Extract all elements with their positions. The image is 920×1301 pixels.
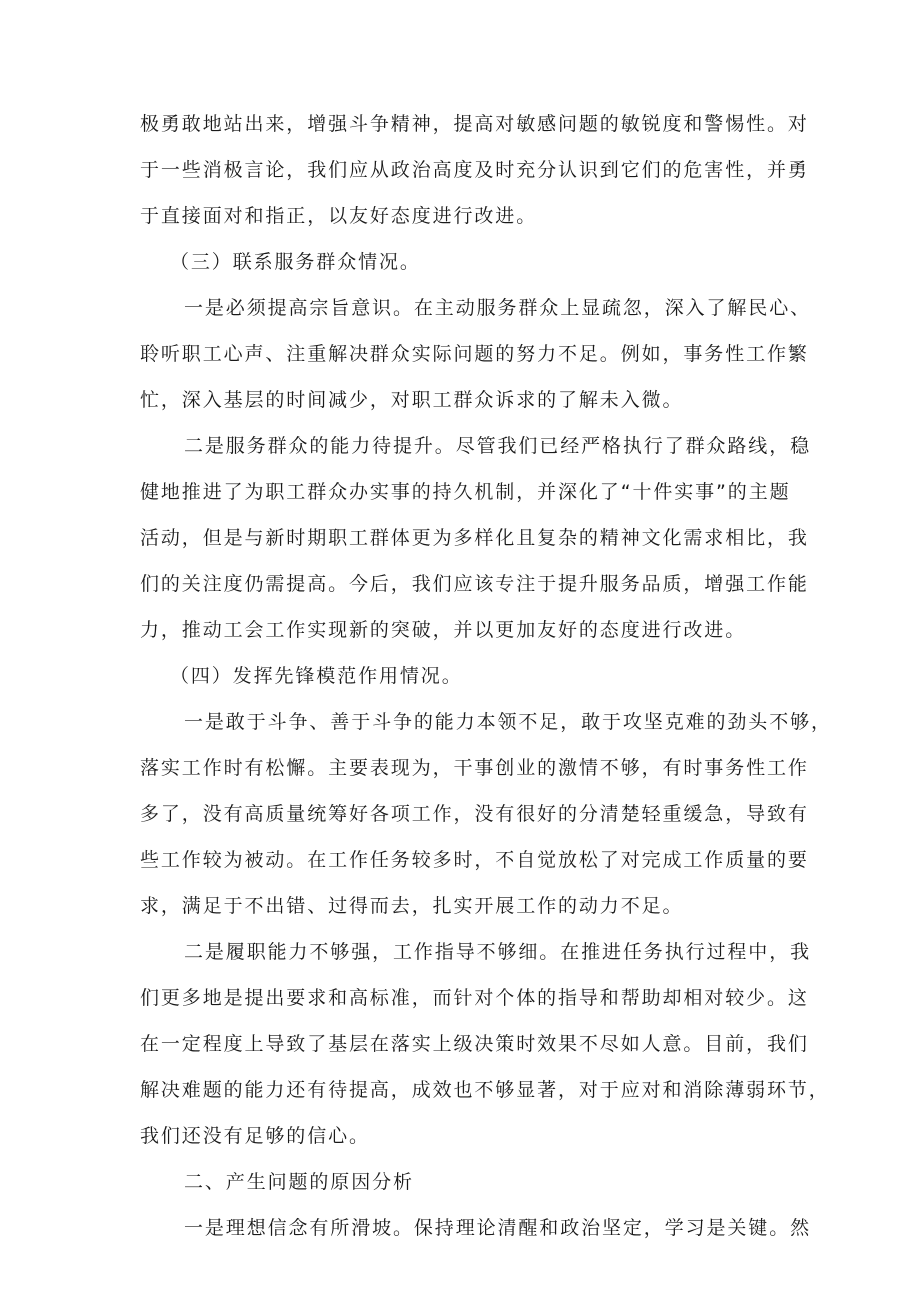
text-line: 在一定程度上导致了基层在落实上级决策时效果不尽如人意。目前，我们 xyxy=(140,1033,809,1055)
paragraph-first-line: 二是履职能力不够强，工作指导不够细。在推进任务执行过程中，我 xyxy=(184,941,812,963)
text-line: 聆听职工心声、注重解决群众实际问题的努力不足。例如，事务性工作繁 xyxy=(140,343,809,365)
text-line: 忙，深入基层的时间减少，对职工群众诉求的了解未入微。 xyxy=(140,389,684,411)
text-line: 力，推动工会工作实现新的突破，并以更加友好的态度进行改进。 xyxy=(140,619,747,641)
section-heading: 二、产生问题的原因分析 xyxy=(184,1171,414,1193)
paragraph-first-line: 二是服务群众的能力待提升。尽管我们已经严格执行了群众路线，稳 xyxy=(184,435,812,457)
text-line: 解决难题的能力还有待提高，成效也不够显著，对于应对和消除薄弱环节， xyxy=(140,1079,830,1101)
text-line: 极勇敢地站出来，增强斗争精神，提高对敏感问题的敏锐度和警惕性。对 xyxy=(140,113,809,135)
document-body xyxy=(140,101,832,1251)
text-line: 求，满足于不出错、过得而去，扎实开展工作的动力不足。 xyxy=(140,895,684,917)
text-line: 健地推进了为职工群众办实事的持久机制，并深化了“十件实事”的主题 xyxy=(140,481,791,503)
section-heading: （四）发挥先锋模范作用情况。 xyxy=(170,665,463,687)
text-line: 多了，没有高质量统筹好各项工作，没有很好的分清楚轻重缓急，导致有 xyxy=(140,803,809,825)
text-line: 们的关注度仍需提高。今后，我们应该专注于提升服务品质，增强工作能 xyxy=(140,573,809,595)
paragraph-first-line: 一是敢于斗争、善于斗争的能力本领不足，敢于攻坚克难的劲头不够， xyxy=(184,711,832,733)
text-line: 们更多地是提出要求和高标准，而针对个体的指导和帮助却相对较少。这 xyxy=(140,987,809,1009)
section-heading: （三）联系服务群众情况。 xyxy=(170,251,421,273)
text-line: 些工作较为被动。在工作任务较多时，不自觉放松了对完成工作质量的要 xyxy=(140,849,809,871)
text-line: 活动，但是与新时期职工群体更为多样化且复杂的精神文化需求相比，我 xyxy=(140,527,809,549)
text-line: 于直接面对和指正，以友好态度进行改进。 xyxy=(140,205,538,227)
paragraph-first-line: 一是理想信念有所滑坡。保持理论清醒和政治坚定，学习是关键。然 xyxy=(184,1217,812,1239)
text-line: 我们还没有足够的信心。 xyxy=(140,1125,370,1147)
paragraph-first-line: 一是必须提高宗旨意识。在主动服务群众上显疏忽，深入了解民心、 xyxy=(184,297,812,319)
text-line: 于一些消极言论，我们应从政治高度及时充分认识到它们的危害性，并勇 xyxy=(140,159,809,181)
text-line: 落实工作时有松懈。主要表现为，干事创业的激情不够，有时事务性工作 xyxy=(140,757,809,779)
